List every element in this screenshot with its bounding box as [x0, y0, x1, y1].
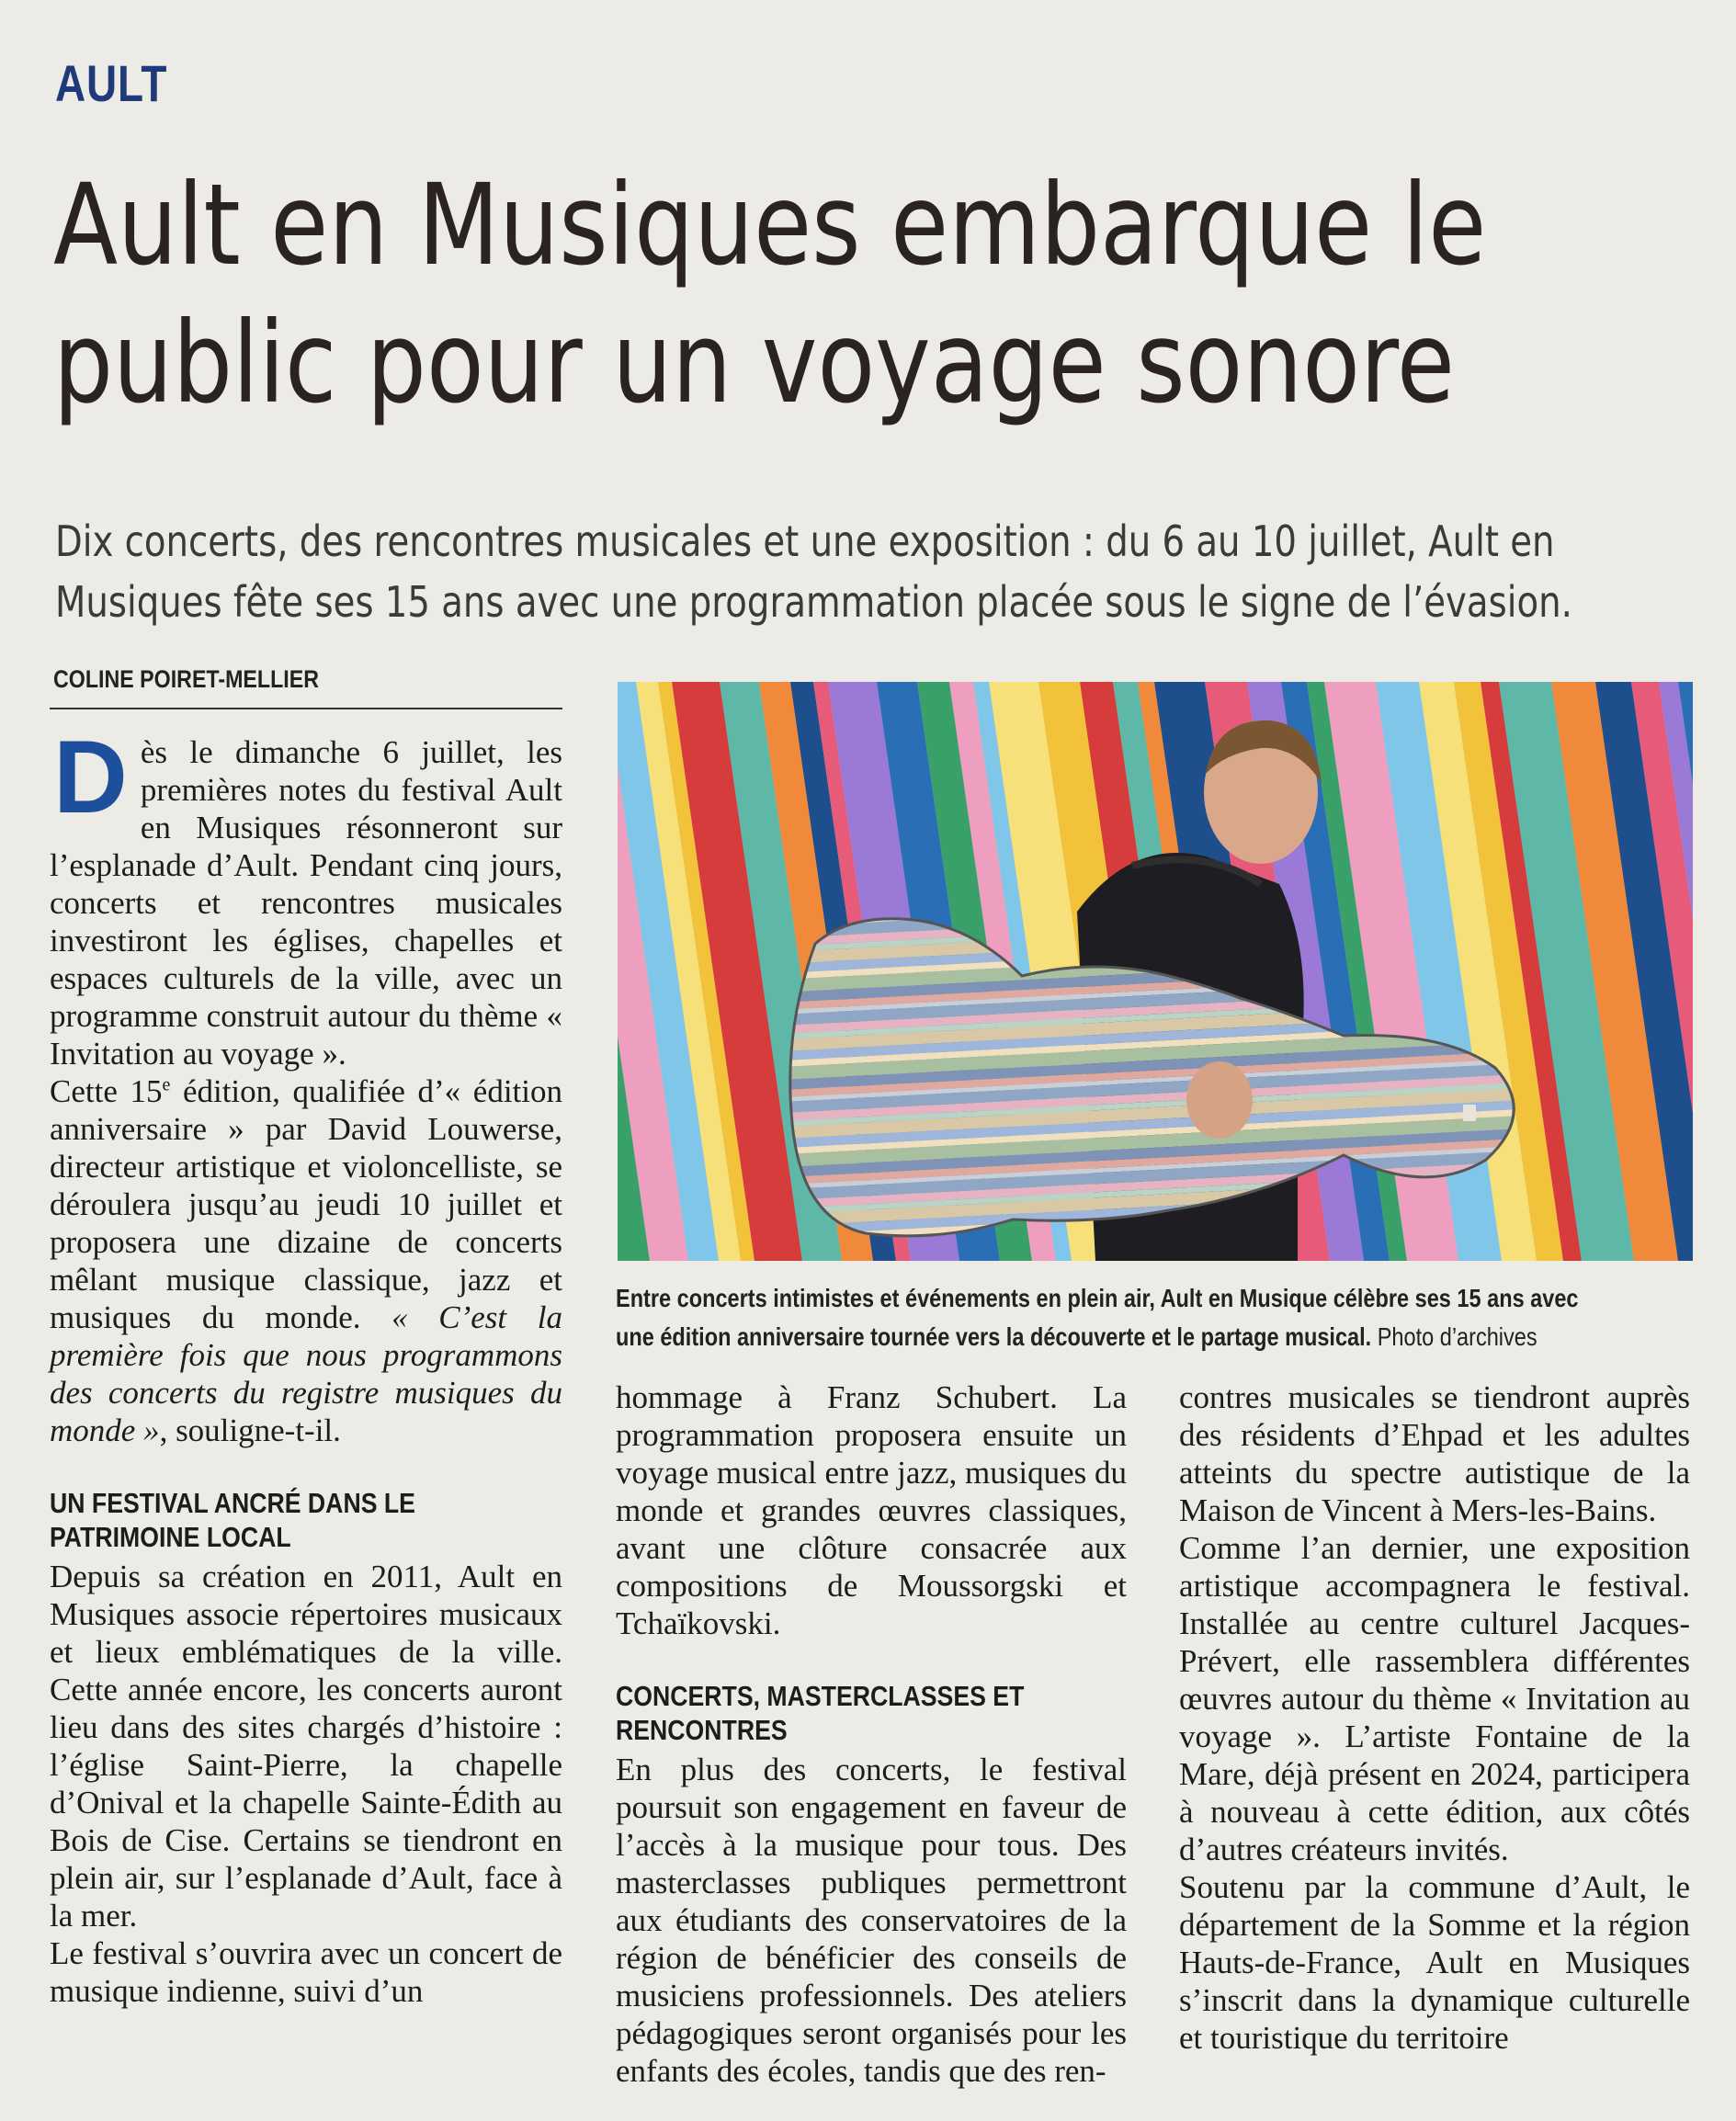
paragraph-2-text-c: , souligne-t-il. [159, 1412, 341, 1448]
paragraph-6: Comme l’an dernier, une exposition artistique accompagnera le festival. Installée au centre culturel Jacques-Prévert, elle rassemblera différentes œuvres autour du thème « Invitation au voyage ». L’artiste Fontaine de la Mare, déjà présent en 2024, participera à nouveau à cette édition, aux côtés d’autres créateurs invités. [1179, 1530, 1690, 1867]
section-tag: AULT [55, 54, 168, 112]
paragraph-4-continued: hommage à Franz Schubert. La programmation proposera ensuite un voyage musical entre jazz, musiques du monde et grandes œuvres classiques, avant une clôture consacrée aux compositions de Moussorgski et Tchaïkovski. [616, 1379, 1127, 1641]
paragraph-2-text-a: Cette 15 [50, 1073, 163, 1109]
article-column-3 [1179, 1378, 1690, 2057]
standfirst-line-2: Musiques fête ses 15 ans avec une programmation placée sous le signe de l’évasion. [55, 577, 1572, 627]
standfirst [55, 511, 1676, 632]
standfirst-line-1: Dix concerts, des rencontres musicales et une exposition : du 6 au 10 juillet, Ault en [55, 516, 1555, 566]
paragraph-7: Soutenu par la commune d’Ault, le département de la Somme et la région Hauts-de-France, Ault en Musiques s’inscrit dans la dynamique culturelle et touristique du territoire [1179, 1869, 1690, 2056]
paragraph-2 [50, 1072, 562, 1449]
ordinal-superscript: e [162, 1074, 171, 1095]
paragraph-intro [50, 720, 562, 1072]
caption-line-2: une édition anniversaire tournée vers la découverte et le partage musical. [616, 1322, 1372, 1351]
headline-line-1: Ault en Musiques embarque le [53, 160, 1487, 290]
paragraph-1-text: ès le dimanche 6 juillet, les premières notes du festival Ault en Musiques résonneront sur l’esplanade d’Ault. Pendant cinq jours, concerts et rencontres musicales investiront les églises, chapelles et espaces culturels de la ville, avec un programme construit autour du thème « Invitation au voyage ». [50, 734, 562, 1072]
paragraph-3: Depuis sa création en 2011, Ault en Musiques associe répertoires musicaux et lieux emblématiques de la ville. Cette année encore, les concerts auront lieu dans des sites chargés d’histoire : l’église Saint-Pierre, la chapelle d’Onival et la chapelle Sainte-Édith au Bois de Cise. Certains se tiendront en plein air, sur l’esplanade d’Ault, face à la mer. [50, 1559, 562, 1934]
quote: « C’est la première fois que nous programmons des concerts du registre musiques du monde » [50, 1299, 563, 1448]
caption-line-1: Entre concerts intimistes et événements en plein air, Ault en Musique célèbre ses 15 ans avec [616, 1284, 1579, 1312]
headline [53, 156, 1487, 432]
subheading-patrimoine: UN FESTIVAL ANCRÉ DANS LE PATRIMOINE LOCAL [50, 1487, 415, 1553]
paragraph-4-start: Le festival s’ouvrira avec un concert de musique indienne, suivi d’un [50, 1935, 562, 2009]
photo-credit: Photo d’archives [1377, 1322, 1537, 1351]
article-column-2 [616, 1378, 1127, 2090]
paragraph-5: En plus des concerts, le festival poursuit son engagement en faveur de l’accès à la musique pour tous. Des masterclasses publiques permettront aux étudiants des conservatoires de la région de bénéficier des conseils de musiciens professionnels. Des ateliers pédagogiques seront organisés pour les enfants des écoles, tandis que des ren- [616, 1752, 1127, 2089]
headline-line-2: public pour un voyage sonore [53, 298, 1455, 428]
article-photo [618, 682, 1693, 1261]
subheading-concerts: CONCERTS, MASTERCLASSES ET RENCONTRES [616, 1680, 1025, 1746]
byline: COLINE POIRET-MELLIER [53, 665, 319, 693]
drop-cap: D [53, 720, 128, 834]
paragraph-5-continued: contres musicales se tiendront auprès des résidents d’Ehpad et les adultes atteints du spectre autistique de la Maison de Vincent à Mers-les-Bains. [1179, 1379, 1690, 1528]
photo-illustration [618, 682, 1693, 1261]
byline-divider [50, 708, 562, 709]
hand [1186, 1061, 1253, 1139]
photo-caption [616, 1279, 1681, 1356]
paragraph-2-text-b: édition, qualifiée d’« édition anniversaire » par David Louwerse, directeur artistique et violoncelliste, se déroulera jusqu’au jeudi 10 juillet et proposera une dizaine de concerts mêlant musique classique, jazz et musiques du monde. [50, 1073, 562, 1335]
article-column-1 [50, 720, 563, 2010]
